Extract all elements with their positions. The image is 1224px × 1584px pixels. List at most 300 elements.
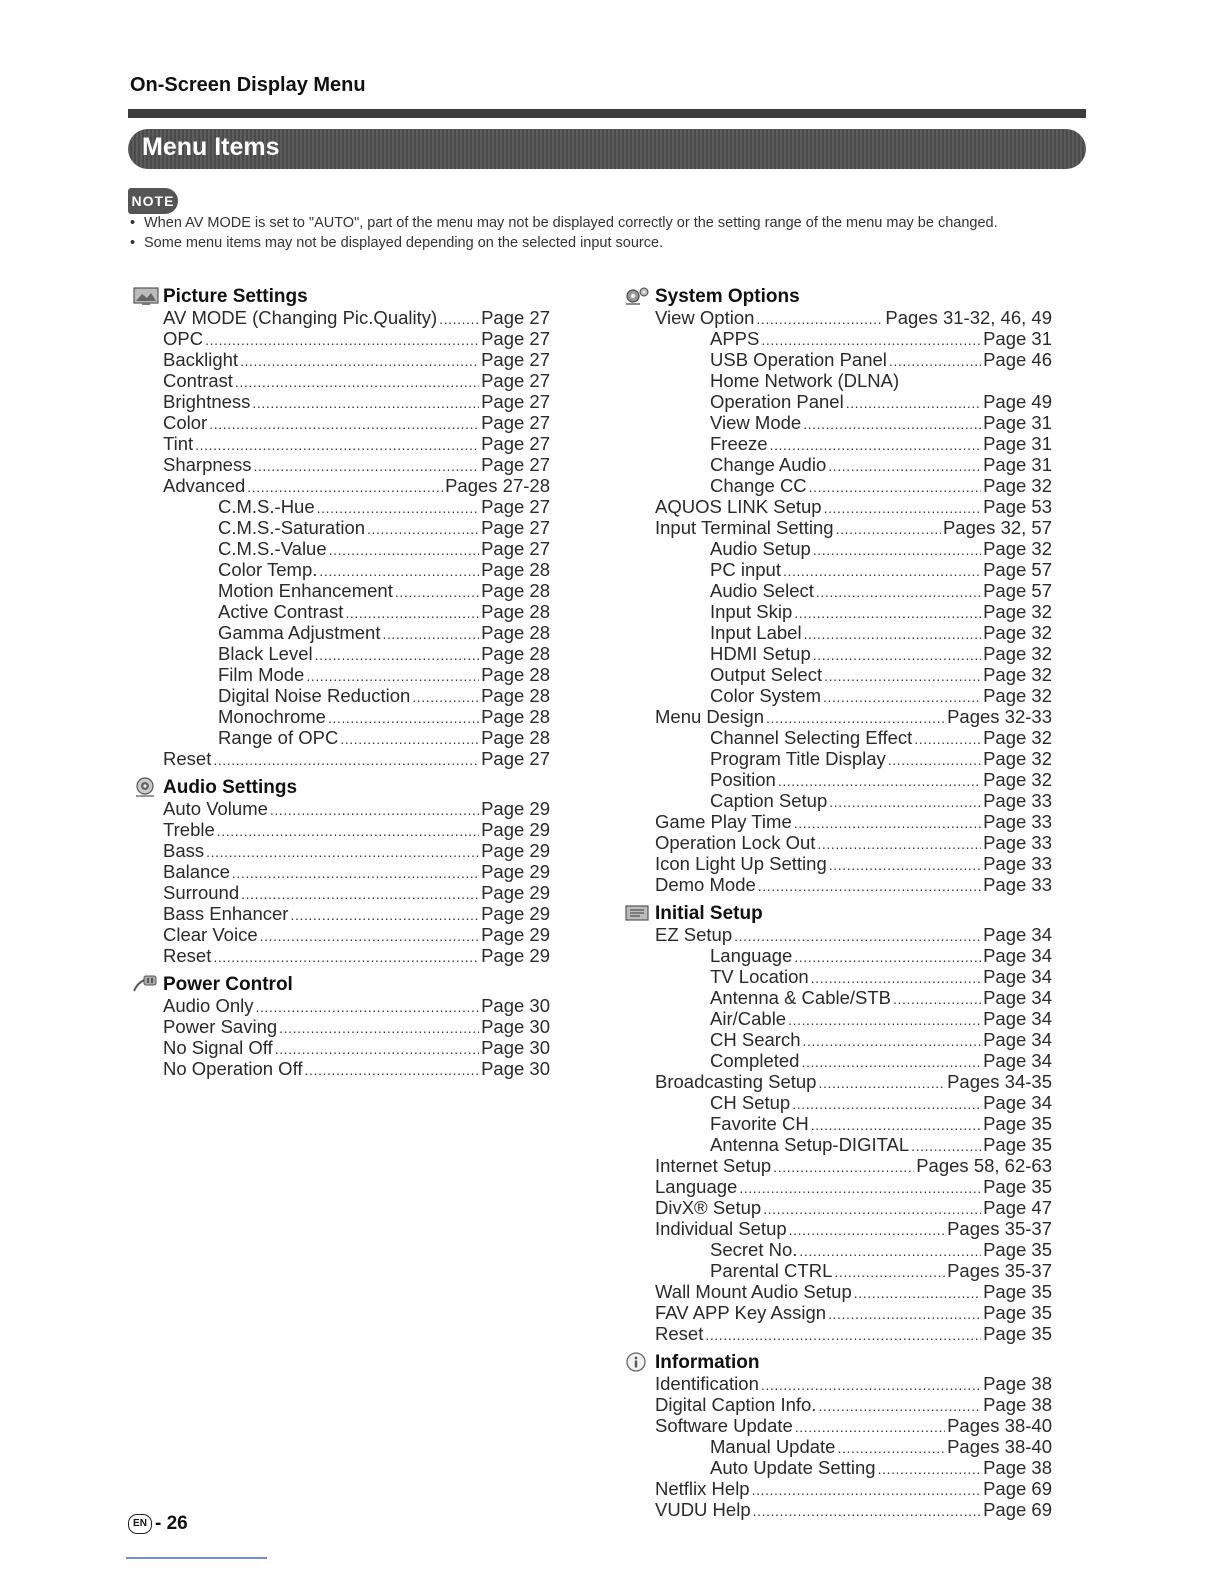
- menu-entry: [622, 966, 1052, 987]
- note-badge: NOTE: [128, 188, 178, 214]
- menu-entry: [622, 643, 1052, 664]
- dot-leader: [240, 351, 479, 372]
- dot-leader: [260, 926, 479, 947]
- menu-entry-label: Color System: [710, 685, 822, 706]
- menu-entry-label: USB Operation Panel: [710, 349, 887, 370]
- dot-leader: [235, 372, 479, 393]
- menu-entry-label: Film Mode: [218, 664, 305, 685]
- dot-leader: [319, 561, 479, 582]
- menu-entry-label: Auto Update Setting: [710, 1457, 876, 1478]
- menu-entry: [622, 496, 1052, 517]
- menu-entry: [130, 622, 550, 643]
- menu-entry-label: CH Search: [710, 1029, 801, 1050]
- dot-leader: [846, 393, 981, 414]
- dot-leader: [395, 582, 479, 603]
- menu-entry-page: Page 27: [481, 517, 550, 538]
- menu-entry-label: Software Update: [655, 1415, 793, 1436]
- menu-entry-page: Page 29: [481, 861, 550, 882]
- dot-leader: [788, 1010, 981, 1031]
- dot-leader: [253, 456, 479, 477]
- menu-entry-page: Page 27: [481, 349, 550, 370]
- dot-leader: [317, 498, 479, 519]
- menu-entry-label: Demo Mode: [655, 874, 756, 895]
- menu-entry-label: Position: [710, 769, 776, 790]
- menu-items-banner: [128, 129, 1086, 169]
- menu-entry: [622, 1373, 1052, 1394]
- menu-entry-page: Page 57: [983, 559, 1052, 580]
- menu-entry-page: Page 29: [481, 819, 550, 840]
- menu-entry-page: Page 28: [481, 706, 550, 727]
- menu-entry-label: Tint: [163, 433, 194, 454]
- menu-entry-page: Page 35: [983, 1323, 1052, 1344]
- dot-leader: [794, 813, 981, 834]
- menu-entry-label: Input Terminal Setting: [655, 517, 834, 538]
- dot-leader: [766, 708, 945, 729]
- menu-entry-label: C.M.S.-Hue: [218, 496, 315, 517]
- menu-entry: [130, 727, 550, 748]
- dot-leader: [270, 800, 479, 821]
- menu-entry: [622, 811, 1052, 832]
- menu-entry: [130, 349, 550, 370]
- menu-entry-label: Bass: [163, 840, 205, 861]
- language-badge: EN: [128, 1514, 152, 1534]
- menu-entry-page: Page 28: [481, 685, 550, 706]
- menu-entry-page: Page 28: [481, 664, 550, 685]
- menu-entry-page: Page 30: [481, 995, 550, 1016]
- dot-leader: [252, 393, 479, 414]
- menu-entry-label: Channel Selecting Effect: [710, 727, 913, 748]
- menu-entry-page: Page 32: [983, 769, 1052, 790]
- menu-entry-label: Auto Volume: [163, 798, 268, 819]
- menu-entry-page: Page 32: [983, 748, 1052, 769]
- menu-entry-page: Page 46: [983, 349, 1052, 370]
- menu-entry-page: Page 29: [481, 840, 550, 861]
- menu-entry-page: Page 32: [983, 643, 1052, 664]
- left-column: [130, 286, 550, 1079]
- menu-entry: [622, 1260, 1052, 1281]
- menu-entry: [130, 433, 550, 454]
- dot-leader: [817, 834, 981, 855]
- menu-entry: [622, 664, 1052, 685]
- dot-leader: [811, 1115, 981, 1136]
- menu-entry-page: Page 35: [983, 1281, 1052, 1302]
- page-number: 26: [166, 1513, 188, 1534]
- dot-leader: [823, 687, 981, 708]
- menu-entry-page: Page 31: [983, 454, 1052, 475]
- menu-entry-page: Pages 35-37: [947, 1218, 1052, 1239]
- menu-entry: [622, 307, 1052, 328]
- menu-entry-page: Page 33: [983, 790, 1052, 811]
- menu-entry: [622, 1323, 1052, 1344]
- menu-entry: [622, 601, 1052, 622]
- menu-entry-label: Operation Lock Out: [655, 832, 816, 853]
- menu-entry-label: Antenna Setup-DIGITAL: [710, 1134, 910, 1155]
- menu-entry: [130, 1058, 550, 1079]
- page-dash: -: [155, 1513, 167, 1534]
- menu-entry: [622, 987, 1052, 1008]
- dot-leader: [813, 645, 981, 666]
- menu-entry-label: Digital Caption Info.: [655, 1394, 817, 1415]
- menu-entry-page: Page 38: [983, 1394, 1052, 1415]
- menu-entry-page: Page 34: [983, 1029, 1052, 1050]
- menu-entry-label: EZ Setup: [655, 924, 733, 945]
- category-title: Picture Settings: [163, 286, 308, 307]
- menu-entry: [622, 1394, 1052, 1415]
- category-title: Power Control: [163, 974, 293, 995]
- dot-leader: [232, 863, 479, 884]
- menu-entry-label: Antenna & Cable/STB: [710, 987, 891, 1008]
- menu-entry-page: Page 69: [983, 1499, 1052, 1520]
- menu-entry-page: Page 35: [983, 1134, 1052, 1155]
- menu-entry-page: Page 27: [481, 454, 550, 475]
- dot-leader: [818, 1396, 981, 1417]
- menu-entry-label: Clear Voice: [163, 924, 258, 945]
- menu-entry-page: Page 34: [983, 1092, 1052, 1113]
- dot-leader: [329, 540, 479, 561]
- menu-entry: [622, 874, 1052, 895]
- dot-leader: [205, 330, 479, 351]
- menu-entry: [130, 840, 550, 861]
- dot-leader: [763, 1199, 981, 1220]
- note-text: When AV MODE is set to "AUTO", part of the menu may not be displayed correctly or the setting range of the menu may be changed.: [144, 215, 998, 231]
- menu-entry-label: Menu Design: [655, 706, 765, 727]
- menu-entry: [622, 1155, 1052, 1176]
- menu-entry-label: Home Network (DLNA): [710, 370, 900, 391]
- menu-entry: [130, 580, 550, 601]
- dot-leader: [328, 708, 479, 729]
- menu-entry-label: CH Setup: [710, 1092, 791, 1113]
- menu-entry-label: Internet Setup: [655, 1155, 772, 1176]
- menu-entry: [130, 475, 550, 496]
- dot-leader: [802, 1031, 981, 1052]
- dot-leader: [828, 1304, 981, 1325]
- menu-entry: [130, 328, 550, 349]
- menu-entry: [622, 1436, 1052, 1457]
- dot-leader: [789, 1220, 945, 1241]
- menu-entry: [622, 1050, 1052, 1071]
- category-header: [622, 1352, 1052, 1373]
- dot-leader: [734, 926, 981, 947]
- dot-leader: [911, 1136, 981, 1157]
- menu-entry: [622, 1113, 1052, 1134]
- dot-leader: [756, 309, 883, 330]
- menu-entry: [622, 475, 1052, 496]
- menu-entry: [622, 580, 1052, 601]
- menu-entry-label: Change Audio: [710, 454, 827, 475]
- picture-settings-icon: [130, 285, 160, 307]
- menu-entry-label: AV MODE (Changing Pic.Quality): [163, 307, 438, 328]
- menu-entry: [130, 496, 550, 517]
- dot-leader: [241, 884, 479, 905]
- menu-entry-page: Page 35: [983, 1176, 1052, 1197]
- menu-entry-page: Page 32: [983, 475, 1052, 496]
- menu-entry: [622, 1457, 1052, 1478]
- menu-entry-page: Page 38: [983, 1373, 1052, 1394]
- menu-entry-label: Game Play Time: [655, 811, 792, 832]
- menu-entry: [130, 748, 550, 769]
- notes-block: [130, 214, 1070, 253]
- menu-entry: [130, 559, 550, 580]
- menu-entry-page: Pages 27-28: [445, 475, 550, 496]
- menu-entry-label: Reset: [163, 748, 212, 769]
- menu-entry: [622, 1239, 1052, 1260]
- dot-leader: [382, 624, 479, 645]
- menu-entry-label: Input Label: [710, 622, 802, 643]
- dot-leader: [305, 1060, 480, 1081]
- menu-entry-label: Audio Select: [710, 580, 814, 601]
- menu-entry-label: Change CC: [710, 475, 807, 496]
- dot-leader: [761, 1375, 981, 1396]
- menu-entry-page: Page 35: [983, 1302, 1052, 1323]
- menu-entry: [130, 924, 550, 945]
- menu-entry: [622, 1499, 1052, 1520]
- dot-leader: [256, 997, 480, 1018]
- menu-entry-page: Page 34: [983, 924, 1052, 945]
- menu-entry-page: Page 53: [983, 496, 1052, 517]
- menu-entry-page: Pages 34-35: [947, 1071, 1052, 1092]
- menu-entry: [130, 412, 550, 433]
- menu-entry-label: Reset: [163, 945, 212, 966]
- menu-entry-label: Manual Update: [710, 1436, 836, 1457]
- menu-entry: [622, 1218, 1052, 1239]
- menu-entry: [130, 643, 550, 664]
- dot-leader: [824, 666, 981, 687]
- menu-entry-page: Page 31: [983, 433, 1052, 454]
- dot-leader: [412, 687, 479, 708]
- menu-entry-label: Caption Setup: [710, 790, 828, 811]
- dot-leader: [889, 351, 981, 372]
- menu-entry-label: Power Saving: [163, 1016, 278, 1037]
- dot-leader: [773, 1157, 914, 1178]
- menu-entry-label: Digital Noise Reduction: [218, 685, 411, 706]
- category-header: [130, 974, 550, 995]
- menu-entry-page: Page 28: [481, 727, 550, 748]
- menu-entry: [130, 391, 550, 412]
- menu-entry-label: Black Level: [218, 643, 313, 664]
- menu-entry-label: Bass Enhancer: [163, 903, 289, 924]
- menu-entry: [622, 1197, 1052, 1218]
- dot-leader: [836, 519, 941, 540]
- menu-entry-page: Page 27: [481, 538, 550, 559]
- menu-entry: [130, 903, 550, 924]
- menu-entry: [622, 433, 1052, 454]
- dot-leader: [752, 1480, 981, 1501]
- menu-entry: [622, 945, 1052, 966]
- menu-entry: [130, 1037, 550, 1058]
- menu-entry-label: Parental CTRL: [710, 1260, 833, 1281]
- dot-leader: [809, 477, 981, 498]
- menu-entry-label: No Signal Off: [163, 1037, 273, 1058]
- menu-entry: [622, 454, 1052, 475]
- menu-entry-page: Page 30: [481, 1037, 550, 1058]
- dot-leader: [801, 1052, 981, 1073]
- menu-entry-label: Monochrome: [218, 706, 326, 727]
- menu-entry-page: Page 32: [983, 622, 1052, 643]
- menu-entry-label: Color Temp.: [218, 559, 318, 580]
- dot-leader: [829, 792, 981, 813]
- dot-leader: [213, 750, 479, 771]
- menu-entry-label: Audio Setup: [710, 538, 811, 559]
- menu-entry-page: Page 33: [983, 853, 1052, 874]
- menu-entry: [622, 727, 1052, 748]
- menu-entry-page: Page 27: [481, 391, 550, 412]
- menu-entry-label: Program Title Display: [710, 748, 886, 769]
- menu-entry-label: FAV APP Key Assign: [655, 1302, 827, 1323]
- menu-entry-label: Output Select: [710, 664, 823, 685]
- menu-entry: [622, 748, 1052, 769]
- menu-entry-page: Page 27: [481, 328, 550, 349]
- menu-entry-label: Motion Enhancement: [218, 580, 393, 601]
- dot-leader: [778, 771, 981, 792]
- dot-leader: [340, 729, 479, 750]
- category-header: [130, 286, 550, 307]
- menu-entry: [622, 559, 1052, 580]
- menu-entry-page: Page 28: [481, 601, 550, 622]
- menu-entry-label: Reset: [655, 1323, 704, 1344]
- menu-entry-label: Audio Only: [163, 995, 254, 1016]
- dot-leader: [824, 498, 981, 519]
- dot-leader: [758, 876, 981, 897]
- menu-entry: [622, 1071, 1052, 1092]
- dot-leader: [217, 821, 479, 842]
- banner-title: Menu Items: [142, 133, 280, 161]
- menu-entry: [622, 328, 1052, 349]
- menu-entry-label: PC input: [710, 559, 781, 580]
- dot-leader: [753, 1501, 981, 1522]
- menu-entry-label: Contrast: [163, 370, 233, 391]
- information-icon: [622, 1351, 652, 1373]
- menu-entry-page: Page 35: [983, 1239, 1052, 1260]
- menu-entry-label: Input Skip: [710, 601, 793, 622]
- menu-entry-page: Page 38: [983, 1457, 1052, 1478]
- menu-entry-page: Page 29: [481, 924, 550, 945]
- menu-entry: [130, 685, 550, 706]
- menu-entry-page: Pages 32-33: [947, 706, 1052, 727]
- menu-entry-label: TV Location: [710, 966, 809, 987]
- menu-entry-page: Page 30: [481, 1016, 550, 1037]
- dot-leader: [888, 750, 981, 771]
- menu-entry-page: Page 29: [481, 798, 550, 819]
- menu-entry-label: Advanced: [163, 475, 246, 496]
- menu-entry-page: Pages 35-37: [947, 1260, 1052, 1281]
- menu-entry-label: DivX® Setup: [655, 1197, 762, 1218]
- menu-entry: [622, 685, 1052, 706]
- menu-entry: [622, 517, 1052, 538]
- menu-entry-label: Brightness: [163, 391, 251, 412]
- dot-leader: [799, 1241, 981, 1262]
- menu-entry-label: Range of OPC: [218, 727, 339, 748]
- dot-leader: [914, 729, 981, 750]
- menu-entry: [622, 538, 1052, 559]
- menu-entry-page: Page 32: [983, 664, 1052, 685]
- menu-entry-label: C.M.S.-Saturation: [218, 517, 366, 538]
- menu-entry-page: Page 31: [983, 328, 1052, 349]
- menu-entry-page: Page 32: [983, 538, 1052, 559]
- menu-entry-page: Page 34: [983, 1050, 1052, 1071]
- right-column: [622, 286, 1052, 1520]
- menu-entry: [622, 832, 1052, 853]
- menu-entry-page: Page 29: [481, 945, 550, 966]
- menu-entry-page: Page 28: [481, 622, 550, 643]
- menu-entry-page: Page 29: [481, 903, 550, 924]
- menu-entry-label: View Option: [655, 307, 755, 328]
- section-title: On-Screen Display Menu: [130, 74, 366, 96]
- dot-leader: [213, 947, 479, 968]
- dot-leader: [761, 330, 981, 351]
- menu-entry: [622, 924, 1052, 945]
- category-title: System Options: [655, 286, 800, 307]
- menu-entry-page: Pages 58, 62-63: [916, 1155, 1052, 1176]
- menu-entry-label: Language: [655, 1176, 738, 1197]
- menu-entry-page: Page 57: [983, 580, 1052, 601]
- menu-entry-page: Pages 38-40: [947, 1436, 1052, 1457]
- category-header: [130, 777, 550, 798]
- menu-entry-page: Page 34: [983, 1008, 1052, 1029]
- dot-leader: [439, 309, 479, 330]
- menu-entry: [130, 307, 550, 328]
- dot-leader: [705, 1325, 981, 1346]
- dot-leader: [315, 645, 479, 666]
- menu-entry: [622, 370, 1052, 391]
- dot-leader: [770, 435, 981, 456]
- dot-leader: [739, 1178, 981, 1199]
- dot-leader: [854, 1283, 981, 1304]
- menu-entry-label: Wall Mount Audio Setup: [655, 1281, 852, 1302]
- menu-entry-label: Surround: [163, 882, 240, 903]
- menu-entry-label: View Mode: [710, 412, 802, 433]
- menu-entry-page: Page 27: [481, 307, 550, 328]
- menu-entry-page: Pages 31-32, 46, 49: [885, 307, 1052, 328]
- menu-entry: [130, 664, 550, 685]
- menu-entry: [130, 601, 550, 622]
- dot-leader: [837, 1438, 945, 1459]
- menu-entry: [622, 769, 1052, 790]
- menu-entry-label: Active Contrast: [218, 601, 344, 622]
- menu-entry-page: Page 32: [983, 685, 1052, 706]
- dot-leader: [804, 624, 982, 645]
- menu-entry-label: Sharpness: [163, 454, 252, 475]
- menu-entry: [622, 1302, 1052, 1323]
- menu-entry: [130, 798, 550, 819]
- menu-entry-label: Treble: [163, 819, 215, 840]
- note-text: Some menu items may not be displayed depending on the selected input source.: [144, 234, 664, 251]
- note-item: • Some menu items may not be displayed depending on the selected input source.: [130, 234, 664, 251]
- menu-entry-label: Netflix Help: [655, 1478, 750, 1499]
- menu-entry: [130, 995, 550, 1016]
- menu-entry-page: Page 32: [983, 727, 1052, 748]
- dot-leader: [209, 414, 479, 435]
- menu-entry-label: Individual Setup: [655, 1218, 787, 1239]
- dot-leader: [306, 666, 479, 687]
- menu-entry-label: Backlight: [163, 349, 239, 370]
- menu-entry-label: AQUOS LINK Setup: [655, 496, 822, 517]
- menu-entry-label: Operation Panel: [710, 391, 844, 412]
- menu-entry-label: HDMI Setup: [710, 643, 811, 664]
- dot-leader: [279, 1018, 479, 1039]
- dot-leader: [195, 435, 479, 456]
- menu-entry: [130, 882, 550, 903]
- dot-leader: [275, 1039, 479, 1060]
- menu-entry-page: Page 27: [481, 433, 550, 454]
- menu-entry-label: Air/Cable: [710, 1008, 787, 1029]
- category-header: [622, 903, 1052, 924]
- menu-entry-label: OPC: [163, 328, 204, 349]
- dot-leader: [795, 1417, 945, 1438]
- category-title: Information: [655, 1352, 760, 1373]
- menu-entry-label: Secret No.: [710, 1239, 798, 1260]
- menu-entry-page: Page 69: [983, 1478, 1052, 1499]
- dot-leader: [811, 968, 981, 989]
